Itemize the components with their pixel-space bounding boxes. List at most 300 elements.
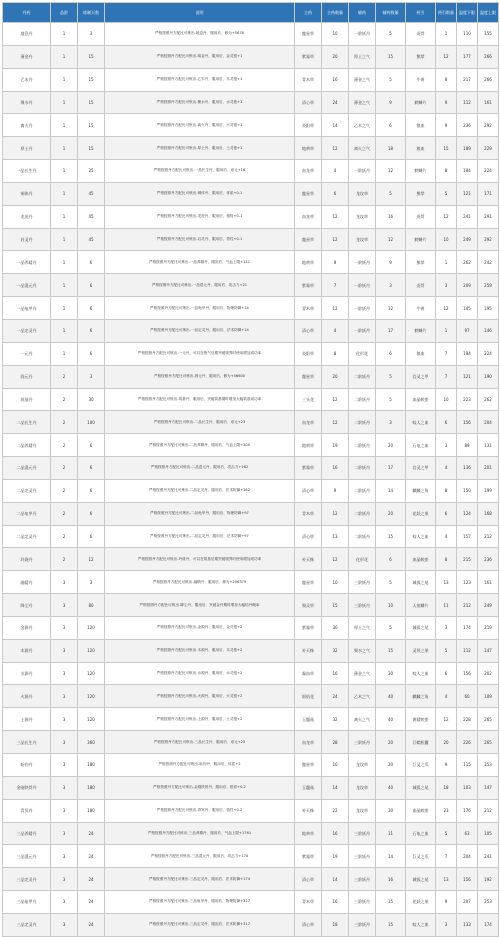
temp-max-cell: 291	[478, 205, 499, 228]
table-row	[3, 319, 499, 342]
aux-herb-qty-cell: 3	[376, 274, 406, 297]
temp-min-cell: 124	[457, 502, 478, 525]
temp-min-cell: 209	[457, 274, 478, 297]
catalyst-qty-cell: 9	[436, 754, 457, 777]
catalyst-cell: 城狐之尾	[406, 571, 436, 594]
catalyst-qty-cell: 1	[436, 23, 457, 46]
temp-min-cell: 145	[457, 297, 478, 320]
grade-cell: 1	[51, 23, 78, 46]
main-herb-qty-cell: 24	[322, 91, 349, 114]
aux-herb-qty-cell: 5	[376, 365, 406, 388]
main-herb-cell: 地黄草	[295, 137, 322, 160]
main-herb-qty-cell: 12	[322, 205, 349, 228]
days-cell: 6	[78, 525, 105, 548]
table-row	[3, 114, 499, 137]
table-row	[3, 525, 499, 548]
description-cell: 严格按照丹方配比可炼出-固元丹、服用后、修为+56600	[105, 365, 295, 388]
temp-max-cell: 109	[478, 685, 499, 708]
catalyst-cell: 岩灵之甲	[406, 457, 436, 480]
temp-max-cell: 192	[478, 868, 499, 891]
catalyst-cell: 蛟人之血	[406, 411, 436, 434]
catalyst-qty-cell: 6	[436, 662, 457, 685]
main-herb-qty-cell: 22	[322, 799, 349, 822]
days-cell: 30	[78, 388, 105, 411]
days-cell: 360	[78, 731, 105, 754]
days-header: 炼制天数	[78, 3, 105, 23]
table-body	[3, 23, 499, 937]
description-cell: 严格按照丹方配比可炼出-聚水丹、服用后、水灵根+1	[105, 91, 295, 114]
catalyst-cell: 血晶鲛蛮	[406, 388, 436, 411]
description-cell: 严格按照丹方配比可炼出-离火丹、服用后、火灵根+1	[105, 114, 295, 137]
aux-herb-qty-cell: 5	[376, 616, 406, 639]
pill-name-cell: 筑基丹	[3, 388, 51, 411]
main-herb-qty-cell: 28	[322, 731, 349, 754]
temp-min-cell: 89	[457, 434, 478, 457]
pill-name-cell: 火源丹	[3, 685, 51, 708]
table-row	[3, 548, 499, 571]
aux-herb-header: 辅药	[349, 3, 376, 23]
days-cell: 15	[78, 91, 105, 114]
pill-header: 丹药	[3, 3, 51, 23]
aux-herb-cell: 三阶妖丹	[349, 571, 376, 594]
days-cell: 6	[78, 319, 105, 342]
grade-cell: 1	[51, 342, 78, 365]
main-herb-qty-cell: 12	[322, 502, 349, 525]
temp-max-cell: 249	[478, 594, 499, 617]
catalyst-qty-cell: 15	[436, 137, 457, 160]
main-herb-qty-header: 主药数量	[322, 3, 349, 23]
aux-herb-qty-cell: 12	[376, 228, 406, 251]
pill-name-cell: 启灵丹	[3, 228, 51, 251]
temp-min-cell: 241	[457, 205, 478, 228]
main-herb-cell: 补天株	[295, 639, 322, 662]
catalyst-cell: 鳄鳞片	[406, 160, 436, 183]
pill-name-cell: 青冥丹	[3, 799, 51, 822]
catalyst-cell: 虎骨	[406, 205, 436, 228]
aux-herb-cell: 三阶妖丹	[349, 845, 376, 868]
main-herb-cell: 清心草	[295, 319, 322, 342]
temp-max-cell: 241	[478, 845, 499, 868]
catalyst-qty-cell: 5	[436, 182, 457, 205]
catalyst-qty-cell: 6	[436, 411, 457, 434]
main-herb-cell: 聚灵草	[295, 594, 322, 617]
table-row	[3, 799, 499, 822]
pill-name-cell: 三品养精丹	[3, 822, 51, 845]
pill-name-cell: 金刚铁骨丹	[3, 776, 51, 799]
aux-herb-cell: 薄金之气	[349, 662, 376, 685]
temp-max-cell: 242	[478, 251, 499, 274]
aux-herb-qty-cell: 12	[376, 160, 406, 183]
main-herb-cell: 地黄草	[295, 822, 322, 845]
days-cell: 180	[78, 799, 105, 822]
pill-name-cell: 龙虎丹	[3, 205, 51, 228]
temp-max-cell: 292	[478, 114, 499, 137]
aux-herb-cell: 二阶妖丹	[349, 457, 376, 480]
description-cell: 严格按照丹方配比可炼出-二品混元丹、服用后、攻击力+162	[105, 457, 295, 480]
aux-herb-cell: 一阶妖丹	[349, 251, 376, 274]
main-herb-cell: 地黄草	[295, 434, 322, 457]
table-row	[3, 342, 499, 365]
table-row	[3, 502, 499, 525]
catalyst-cell: 岩灵之甲	[406, 365, 436, 388]
temp-max-cell: 266	[478, 45, 499, 68]
pill-recipe-table	[2, 2, 499, 937]
temp-min-cell: 184	[457, 342, 478, 365]
main-herb-cell: 紫霜草	[295, 274, 322, 297]
grade-cell: 3	[51, 799, 78, 822]
temp-min-cell: 226	[457, 731, 478, 754]
main-herb-qty-cell: 30	[322, 616, 349, 639]
days-cell: 80	[78, 594, 105, 617]
catalyst-cell: 虎骨	[406, 274, 436, 297]
temp-min-cell: 133	[457, 913, 478, 936]
table-row	[3, 365, 499, 388]
grade-cell: 1	[51, 45, 78, 68]
catalyst-qty-cell: 6	[436, 502, 457, 525]
main-herb-qty-cell: 24	[322, 685, 349, 708]
main-herb-cell: 青木草	[295, 68, 322, 91]
aux-herb-cell: 龙纹草	[349, 182, 376, 205]
grade-cell: 3	[51, 868, 78, 891]
main-herb-cell: 青木草	[295, 891, 322, 914]
aux-herb-cell: 二阶妖丹	[349, 411, 376, 434]
aux-herb-cell: 三阶妖丹	[349, 868, 376, 891]
temp-min-cell: 215	[457, 548, 478, 571]
grade-cell: 1	[51, 137, 78, 160]
temp-max-cell: 195	[478, 297, 499, 320]
main-herb-cell: 三头花	[295, 388, 322, 411]
table-row	[3, 776, 499, 799]
temp-min-cell: 184	[457, 160, 478, 183]
main-herb-cell: 血龙草	[295, 160, 322, 183]
temp-min-cell: 189	[457, 137, 478, 160]
aux-herb-qty-cell: 5	[376, 68, 406, 91]
catalyst-cell: 城狐之尾	[406, 616, 436, 639]
grade-cell: 3	[51, 845, 78, 868]
days-cell: 24	[78, 891, 105, 914]
catalyst-qty-cell: 10	[436, 388, 457, 411]
catalyst-cell: 牛黄	[406, 68, 436, 91]
main-herb-qty-cell: 18	[322, 913, 349, 936]
pill-name-cell: 二品定灵丹	[3, 479, 51, 502]
description-header: 说明	[105, 3, 295, 23]
table-row	[3, 891, 499, 914]
table-row	[3, 913, 499, 936]
description-cell: 严格按照丹方配比可炼出-火源丹、服用后、火灵根+2	[105, 685, 295, 708]
description-cell: 严格按照丹方配比可炼出-金源丹、服用后、金灵根+2	[105, 616, 295, 639]
main-herb-qty-cell: 13	[322, 525, 349, 548]
temp-min-cell: 103	[457, 776, 478, 799]
description-cell: 严格按照丹方配比可炼出-一品长生丹、服用后、寿元+16	[105, 160, 295, 183]
aux-herb-qty-cell: 17	[376, 457, 406, 480]
catalyst-qty-cell: 12	[436, 205, 457, 228]
grade-cell: 1	[51, 319, 78, 342]
table-row	[3, 479, 499, 502]
main-herb-qty-cell: 16	[322, 662, 349, 685]
grade-cell: 1	[51, 182, 78, 205]
temp-max-cell: 292	[478, 228, 499, 251]
main-herb-qty-cell: 16	[322, 822, 349, 845]
aux-herb-qty-cell: 5	[376, 182, 406, 205]
main-herb-cell: 血龙草	[295, 411, 322, 434]
table-row	[3, 571, 499, 594]
main-herb-cell: 青木草	[295, 297, 322, 320]
aux-herb-qty-cell: 40	[376, 685, 406, 708]
temp-min-cell: 63	[457, 822, 478, 845]
table-row	[3, 457, 499, 480]
description-cell: 严格按照丹方配比可炼出-土源丹、服用后、土灵根+2	[105, 708, 295, 731]
catalyst-qty-cell: 8	[436, 160, 457, 183]
catalyst-qty-cell: 5	[436, 822, 457, 845]
pill-name-cell: 融精丹	[3, 571, 51, 594]
aux-herb-qty-cell: 5	[376, 23, 406, 46]
temp-max-cell: 171	[478, 182, 499, 205]
table-row	[3, 754, 499, 777]
aux-herb-qty-cell: 15	[376, 45, 406, 68]
description-cell: 严格按照丹方配比可炼出-一品养精丹、服用后、气血上限+111	[105, 251, 295, 274]
main-herb-qty-cell: 16	[322, 891, 349, 914]
days-cell: 24	[78, 868, 105, 891]
pill-name-cell: 金源丹	[3, 616, 51, 639]
aux-herb-cell: 二阶妖丹	[349, 388, 376, 411]
description-cell: 严格按照丹方配比可炼出-二品养精丹、服用后、气血上限+300	[105, 434, 295, 457]
main-herb-qty-cell: 9	[322, 251, 349, 274]
days-cell: 120	[78, 639, 105, 662]
catalyst-qty-cell: 23	[436, 799, 457, 822]
description-cell: 严格按照丹方配比可炼出-水源丹、服用后、水灵根+2	[105, 662, 295, 685]
aux-herb-cell: 二阶妖丹	[349, 434, 376, 457]
temp-min-cell: 97	[457, 319, 478, 342]
catalyst-cell: 石龟之血	[406, 822, 436, 845]
pill-name-cell: 二品养精丹	[3, 434, 51, 457]
main-herb-qty-cell: 12	[322, 228, 349, 251]
main-herb-qty-cell: 15	[322, 594, 349, 617]
aux-herb-qty-cell: 10	[376, 594, 406, 617]
catalyst-cell: 灵须之果	[406, 639, 436, 662]
main-herb-qty-cell: 9	[322, 479, 349, 502]
main-herb-cell: 地黄草	[295, 251, 322, 274]
main-herb-qty-cell: 19	[322, 845, 349, 868]
description-cell: 严格按照丹方配比可炼出-二品龟甲丹、服用后、物理防御+97	[105, 502, 295, 525]
pill-name-cell: 一品混元丹	[3, 274, 51, 297]
grade-cell: 3	[51, 822, 78, 845]
grade-cell: 3	[51, 913, 78, 936]
pill-name-cell: 木源丹	[3, 639, 51, 662]
aux-herb-qty-cell: 14	[376, 479, 406, 502]
aux-herb-qty-cell: 16	[376, 868, 406, 891]
catalyst-qty-cell: 1	[436, 251, 457, 274]
aux-herb-qty-cell: 9	[376, 251, 406, 274]
description-cell: 严格按照丹方配比可炼出-三品定灵丹、服用后、法术防御+317	[105, 913, 295, 936]
grade-header: 品阶	[51, 3, 78, 23]
table-row	[3, 639, 499, 662]
days-cell: 120	[78, 662, 105, 685]
temp-min-cell: 136	[457, 457, 478, 480]
main-herb-cell: 龍星草	[295, 365, 322, 388]
table-row	[3, 411, 499, 434]
temp-min-cell: 150	[457, 479, 478, 502]
main-herb-qty-cell: 12	[322, 137, 349, 160]
pill-name-cell: 三品长生丹	[3, 731, 51, 754]
aux-herb-cell: 三阶妖丹	[349, 822, 376, 845]
main-herb-qty-cell: 14	[322, 868, 349, 891]
catalyst-qty-cell: 9	[436, 891, 457, 914]
main-herb-qty-cell: 32	[322, 708, 349, 731]
aux-herb-cell: 二阶妖丹	[349, 479, 376, 502]
aux-herb-qty-cell: 20	[376, 731, 406, 754]
temp-max-cell: 266	[478, 68, 499, 91]
aux-herb-cell: 三阶妖丹	[349, 731, 376, 754]
temp-max-cell: 262	[478, 388, 499, 411]
grade-cell: 3	[51, 639, 78, 662]
catalyst-cell: 蛟人之血	[406, 913, 436, 936]
aux-herb-qty-cell: 11	[376, 822, 406, 845]
catalyst-qty-cell: 3	[436, 913, 457, 936]
days-cell: 24	[78, 845, 105, 868]
description-cell: 严格按照丹方配比可炼出-一品龟甲丹、服用后、物理防御+14	[105, 297, 295, 320]
catalyst-qty-cell: 4	[436, 457, 457, 480]
grade-cell: 1	[51, 114, 78, 137]
main-herb-qty-cell: 12	[322, 548, 349, 571]
catalyst-cell: 熊掌	[406, 251, 436, 274]
main-herb-qty-cell: 4	[322, 319, 349, 342]
days-cell: 6	[78, 479, 105, 502]
description-cell: 严格按照丹方配比可炼出-启灵丹、服用后、悟性+0.1	[105, 228, 295, 251]
description-cell: 严格按照丹方配比可炼出-筑基丹、服用后、突破筑基期时增加大幅筑基成功率	[105, 388, 295, 411]
catalyst-qty-cell: 4	[436, 685, 457, 708]
table-row	[3, 251, 499, 274]
main-herb-cell: 炎阳草	[295, 342, 322, 365]
catalyst-cell: 狼血	[406, 114, 436, 137]
description-cell: 严格按照丹方配比可炼出-薄金丹、服用后、金灵根+1	[105, 45, 295, 68]
aux-herb-qty-cell: 6	[376, 114, 406, 137]
grade-cell: 1	[51, 68, 78, 91]
catalyst-cell: 巨灵之爪	[406, 845, 436, 868]
catalyst-cell: 血晶鲛蛮	[406, 799, 436, 822]
temp-min-cell: 177	[457, 45, 478, 68]
catalyst-qty-cell: 18	[436, 776, 457, 799]
main-herb-qty-cell: 6	[322, 182, 349, 205]
description-cell: 严格按照丹方配比可炼出-三品养精丹、服用后、气血上限+1761	[105, 822, 295, 845]
temp-max-cell: 190	[478, 365, 499, 388]
aux-herb-cell: 龙纹草	[349, 776, 376, 799]
pill-name-cell: 三品定灵丹	[3, 868, 51, 891]
table-row	[3, 274, 499, 297]
temp-min-cell: 112	[457, 639, 478, 662]
temp-max-header: 温度上限	[478, 3, 499, 23]
aux-herb-qty-cell: 17	[376, 319, 406, 342]
temp-max-cell: 229	[478, 137, 499, 160]
pill-name-cell: 乙木丹	[3, 68, 51, 91]
temp-max-cell: 146	[478, 319, 499, 342]
temp-max-cell: 161	[478, 91, 499, 114]
catalyst-cell: 鳄鳞片	[406, 319, 436, 342]
main-herb-qty-cell: 7	[322, 274, 349, 297]
main-herb-cell: 清心草	[295, 91, 322, 114]
main-herb-cell: 紫霜草	[295, 845, 322, 868]
catalyst-cell: 城狐之尾	[406, 868, 436, 891]
catalyst-cell: 牛黄	[406, 297, 436, 320]
grade-cell: 2	[51, 525, 78, 548]
temp-max-cell: 224	[478, 160, 499, 183]
aux-herb-cell: 三阶妖丹	[349, 891, 376, 914]
grade-cell: 1	[51, 297, 78, 320]
table-row	[3, 616, 499, 639]
catalyst-cell: 蛟人之血	[406, 525, 436, 548]
days-cell: 45	[78, 205, 105, 228]
temp-min-cell: 207	[457, 891, 478, 914]
table-row	[3, 822, 499, 845]
aux-herb-cell: 厚土之气	[349, 45, 376, 68]
pill-name-cell: 三品龟甲丹	[3, 891, 51, 914]
main-herb-qty-cell: 14	[322, 776, 349, 799]
catalyst-qty-cell: 12	[436, 45, 457, 68]
temp-min-cell: 236	[457, 114, 478, 137]
pill-name-cell: 斩钧丹	[3, 754, 51, 777]
aux-herb-qty-cell: 15	[376, 913, 406, 936]
description-cell: 严格按照丹方配比可炼出-二品长生丹、服用后、寿元+23	[105, 411, 295, 434]
main-herb-qty-cell: 16	[322, 68, 349, 91]
temp-max-cell: 155	[478, 23, 499, 46]
grade-cell: 2	[51, 388, 78, 411]
main-herb-cell: 清心草	[295, 868, 322, 891]
days-cell: 6	[78, 434, 105, 457]
aux-herb-cell: 二阶妖丹	[349, 502, 376, 525]
days-cell: 6	[78, 251, 105, 274]
pill-name-cell: 土源丹	[3, 708, 51, 731]
pill-name-cell: 二品定灵丹	[3, 525, 51, 548]
grade-cell: 1	[51, 228, 78, 251]
temp-max-cell: 202	[478, 662, 499, 685]
pill-name-cell: 厚土丹	[3, 137, 51, 160]
aux-herb-qty-cell: 40	[376, 708, 406, 731]
days-cell: 100	[78, 411, 105, 434]
days-cell: 25	[78, 160, 105, 183]
temp-min-cell: 228	[457, 708, 478, 731]
aux-herb-qty-cell: 14	[376, 845, 406, 868]
table-row	[3, 160, 499, 183]
main-herb-qty-cell: 8	[322, 342, 349, 365]
grade-cell: 2	[51, 457, 78, 480]
aux-herb-cell: 三阶妖丹	[349, 594, 376, 617]
aux-herb-cell: 聚水之气	[349, 639, 376, 662]
temp-max-cell: 174	[478, 913, 499, 936]
aux-herb-qty-cell: 6	[376, 548, 406, 571]
temp-min-cell: 204	[457, 845, 478, 868]
temp-max-cell: 224	[478, 342, 499, 365]
description-cell: 严格按照丹方配比可炼出-金刚铁骨丹、服用后、根骨+0.2	[105, 776, 295, 799]
temp-max-cell: 236	[478, 548, 499, 571]
aux-herb-cell: 化形花	[349, 548, 376, 571]
description-cell: 严格按照丹方配比可炼出-青冥丹、服用后、悟性+0.2	[105, 799, 295, 822]
aux-herb-cell: 一阶妖丹	[349, 160, 376, 183]
days-cell: 15	[78, 137, 105, 160]
temp-max-cell: 259	[478, 274, 499, 297]
temp-min-cell: 176	[457, 799, 478, 822]
main-herb-cell: 紫霜草	[295, 457, 322, 480]
grade-cell: 1	[51, 205, 78, 228]
catalyst-qty-cell: 1	[436, 319, 457, 342]
grade-cell: 3	[51, 616, 78, 639]
aux-herb-qty-cell: 40	[376, 776, 406, 799]
catalyst-qty-cell: 10	[436, 228, 457, 251]
table-row	[3, 137, 499, 160]
aux-herb-cell: 龙纹草	[349, 205, 376, 228]
grade-cell: 3	[51, 891, 78, 914]
table-row	[3, 845, 499, 868]
main-herb-cell: 青木草	[295, 502, 322, 525]
temp-min-cell: 115	[457, 754, 478, 777]
